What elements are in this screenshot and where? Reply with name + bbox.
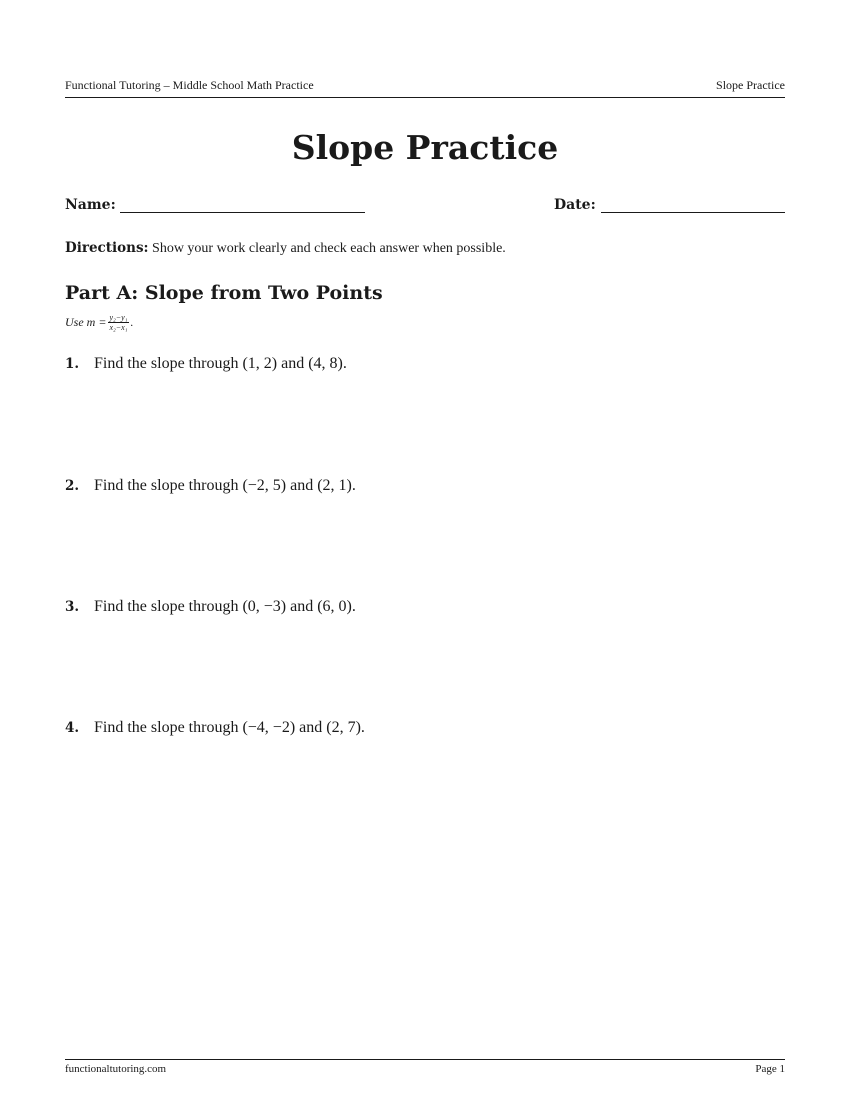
problem-item [65, 355, 785, 373]
problem-item [65, 598, 785, 616]
slope-formula [65, 313, 134, 332]
page-header [65, 78, 785, 98]
header-left-text: Functional Tutoring – Middle School Math Practice [65, 78, 314, 92]
formula-denominator: x₂−x₁ [109, 323, 128, 332]
problem-item [65, 477, 785, 495]
problem-number: 4. [65, 720, 80, 736]
directions [65, 240, 785, 257]
problem-number: 3. [65, 599, 80, 615]
problem-number: 1. [65, 356, 80, 372]
footer-website: functionaltutoring.com [65, 1063, 167, 1075]
page-number: Page 1 [755, 1063, 785, 1075]
name-date-row [65, 197, 785, 219]
problem-item [65, 719, 785, 737]
page-title: Slope Practice [291, 128, 559, 167]
formula-suffix: . [130, 315, 134, 329]
formula-fraction [108, 313, 128, 332]
name-field-line [120, 212, 365, 213]
problem-text: Find the slope through (0, −3) and (6, 0). [94, 598, 356, 615]
name-label: Name: [65, 197, 116, 213]
date-label: Date: [554, 197, 596, 213]
problem-text: Find the slope through (1, 2) and (4, 8). [94, 355, 347, 372]
formula-numerator: y₂−y₁ [109, 313, 128, 322]
problem-text: Find the slope through (−2, 5) and (2, 1). [94, 477, 356, 494]
problem-text: Find the slope through (−4, −2) and (2, 7). [94, 719, 365, 736]
directions-text: Show your work clearly and check each answer when possible. [152, 241, 506, 256]
formula-prefix: Use m = [65, 315, 107, 329]
directions-label: Directions: [65, 240, 149, 256]
section-heading-part-a: Part A: Slope from Two Points [65, 282, 383, 304]
header-right-text: Slope Practice [716, 78, 785, 92]
date-field-line [601, 212, 785, 213]
problem-number: 2. [65, 478, 80, 494]
page-footer [65, 1059, 785, 1075]
